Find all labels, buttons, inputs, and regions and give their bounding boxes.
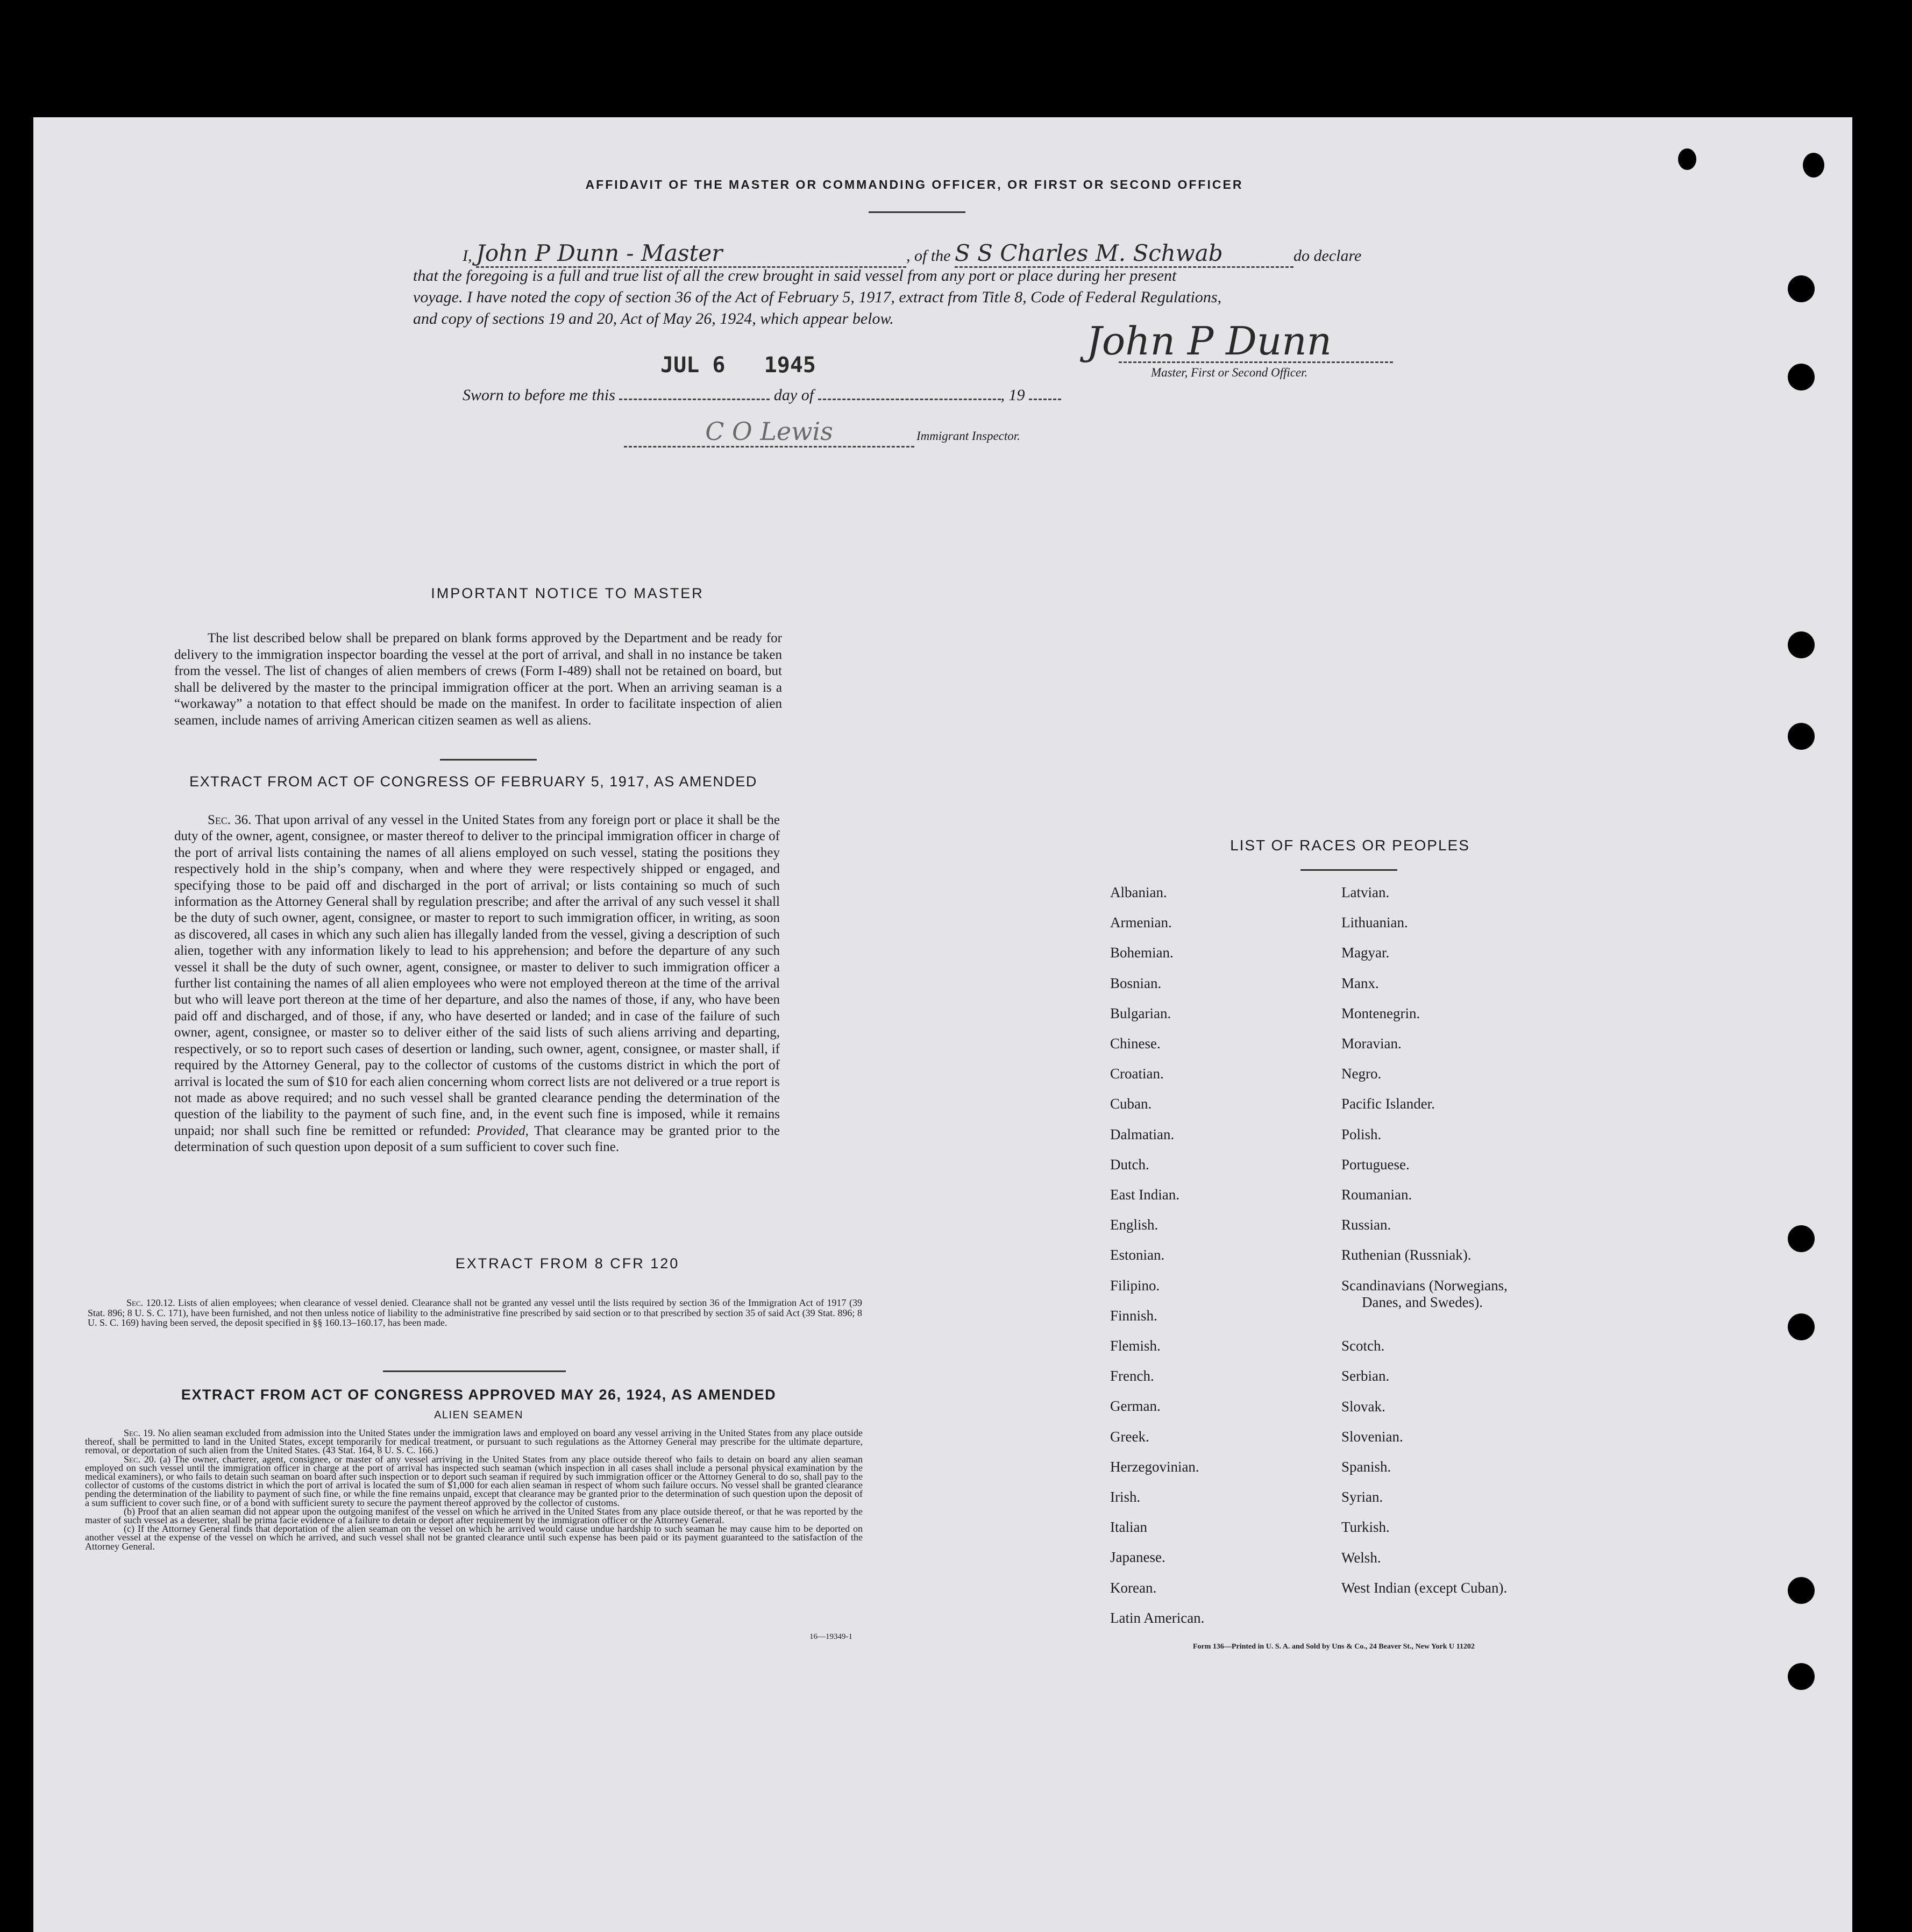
affidavit-line-1 bbox=[463, 240, 1431, 268]
race-item: Polish. bbox=[1341, 1126, 1382, 1142]
race-item: Montenegrin. bbox=[1341, 1005, 1420, 1021]
extract-cfr-body bbox=[88, 1298, 862, 1328]
corner-mark bbox=[1803, 153, 1824, 177]
punch-hole bbox=[1788, 1313, 1815, 1340]
sec-20c-paragraph: (c) If the Attorney General finds that deportation of the alien seaman on the vessel on which he arrived would cause undue hardship to such seaman he may cause him to be deported on another vessel at the expense of the vessel on which he arrived, and such vessel shall not be granted clearance until such expense has been paid or its payment guaranteed to the satisfaction of the Attorney General. bbox=[85, 1523, 863, 1552]
sec-36-label: Sec. 36. bbox=[208, 813, 252, 827]
race-item: Syrian. bbox=[1341, 1489, 1383, 1505]
inspector-signature: C O Lewis bbox=[624, 417, 914, 448]
race-item: Chinese. bbox=[1110, 1035, 1161, 1052]
sworn-year-label: , 19 bbox=[1000, 386, 1025, 404]
race-item: Slovak. bbox=[1341, 1398, 1385, 1415]
punch-hole bbox=[1788, 364, 1815, 390]
race-item: Greek. bbox=[1110, 1428, 1149, 1445]
affidavit-line-4: and copy of sections 19 and 20, Act of May 26, 1924, which appear below. bbox=[413, 310, 894, 328]
race-item: French. bbox=[1110, 1368, 1154, 1384]
notice-body: The list described below shall be prepared on blank forms approved by the Department and be ready for delivery to the immigration inspector boarding the vessel at the port of arrival, and shall in no instance be taken from the vessel. The list of changes of alien members of crews (Form I-489) shall not be retained on board, but shall be delivered by the master to the principal immigration officer at the port. When an arriving seaman is a “workaway” a notation to that effect should be made on the manifest. In order to facilitate inspection of alien seamen, include names of arriving American citizen seamen as well as aliens. bbox=[174, 631, 782, 728]
race-item: Filipino. bbox=[1110, 1277, 1160, 1294]
sec-36-text: That upon arrival of any vessel in the United States from any foreign port or place it shall be the duty of the owner, agent, consignee, or master thereof to deliver to the principal immigration officer in charge of the port of arrival lists containing the names of all aliens employed on such vessel, stating the positions they respectively hold in the ship’s company, when and where they were respectively shipped or engaged, and specifying those to be paid off and discharged in the port of arrival; or lists containing so much of such information as the Attorney General shall by regulation prescribe; and after the arrival of any such vessel it shall be the duty of such owner, agent, consignee, or master to report to such immigration officer, in writing, as soon as discovered, all cases in which any such alien has illegally landed from the vessel, giving a description of such alien, together with any information likely to lead to his apprehension; and before the departure of any such vessel it shall be the duty of such owner, agent, consignee, or master to deliver to such immigration officer a further list containing the names of all alien employees who were not employed thereon at the time of the arrival but who will leave port thereon at the time of her departure, and also the names of those, if any, who have been paid off and discharged, and of those, if any, who have deserted or landed; and in case of the failure of such owner, agent, consignee, or master so to deliver either of the said lists of such aliens arriving and departing, respectively, or so to report such cases of desertion or landing, such owner, agent, consignee, or master shall, if required by the Attorney General, pay to the collector of customs of the customs district in which the port of arrival is located the sum of $10 for each alien concerning whom correct lists are not delivered or a true report is not made as above required; and no such vessel shall be granted clearance pending the determination of the question of the liability to the payment of such fine, and, in the event such fine is imposed, while it remains unpaid; nor shall such fine be remitted or refunded: bbox=[174, 813, 780, 1138]
sworn-line bbox=[463, 386, 1061, 404]
form-footer: Form 136—Printed in U. S. A. and Sold by Uns & Co., 24 Beaver St., New York U 11202 bbox=[1193, 1643, 1475, 1651]
race-item: Bosnian. bbox=[1110, 975, 1162, 991]
affidavit-line-2: that the foregoing is a full and true list of all the crew brought in said vessel from any port or place during her present bbox=[413, 267, 1177, 285]
notice-rule bbox=[440, 759, 537, 761]
affidavit-declare: do declare bbox=[1293, 247, 1362, 265]
extract-1924-body bbox=[85, 1429, 863, 1551]
race-item: Serbian. bbox=[1341, 1368, 1390, 1384]
race-item: Cuban. bbox=[1110, 1096, 1152, 1112]
extract-1924-title: EXTRACT FROM ACT OF CONGRESS APPROVED MAY 26, 1924, AS AMENDED bbox=[181, 1387, 777, 1403]
race-item: Negro. bbox=[1341, 1066, 1382, 1082]
punch-hole bbox=[1788, 1663, 1815, 1690]
sec-20a-paragraph bbox=[85, 1455, 863, 1507]
race-item: Bohemian. bbox=[1110, 944, 1174, 961]
sec-36-provided: Provided, bbox=[476, 1123, 529, 1138]
race-item: West Indian (except Cuban). bbox=[1341, 1579, 1508, 1596]
punch-hole bbox=[1788, 723, 1815, 750]
race-item: Croatian. bbox=[1110, 1066, 1164, 1082]
master-signature: John P Dunn bbox=[1086, 318, 1332, 364]
corner-mark bbox=[1678, 148, 1696, 170]
master-signature-label: Master, First or Second Officer. bbox=[1151, 366, 1308, 379]
races-title: LIST OF RACES OR PEOPLES bbox=[1230, 837, 1470, 854]
sworn-year-field bbox=[1029, 399, 1061, 400]
punch-hole bbox=[1788, 275, 1815, 302]
race-item: Slovenian. bbox=[1341, 1428, 1403, 1445]
race-item: Lithuanian. bbox=[1341, 914, 1408, 931]
race-item: English. bbox=[1110, 1217, 1158, 1233]
race-item: Dalmatian. bbox=[1110, 1126, 1175, 1142]
master-name-field: John P Dunn - Master bbox=[476, 240, 906, 268]
race-item: Korean. bbox=[1110, 1579, 1157, 1596]
sec-19-label: Sec. 19. bbox=[124, 1427, 155, 1438]
sec-19-text: No alien seaman excluded from admission into the United States under the immigration laws and employed on board any vessel arriving in the United States from any place outside thereof, shall be permitted to land in the United States, except temporarily for medical treatment, or pursuant to such regulations as the Attorney General may prescribe for the ultimate departure, removal, or deportation of such alien from the United States. (43 Stat. 164, 8 U. S. C. 166.) bbox=[85, 1427, 863, 1456]
race-item: Scotch. bbox=[1341, 1338, 1385, 1354]
inspector-label: Immigrant Inspector. bbox=[916, 429, 1020, 443]
race-item: Portuguese. bbox=[1341, 1156, 1410, 1173]
race-item: Russian. bbox=[1341, 1217, 1391, 1233]
punch-hole bbox=[1788, 1577, 1815, 1604]
sworn-month-field bbox=[818, 399, 1001, 400]
race-item: Finnish. bbox=[1110, 1307, 1157, 1324]
race-item: Irish. bbox=[1110, 1489, 1141, 1505]
sec-20a-text: (a) The owner, charterer, agent, consignee, or master of any vessel arriving in the United States from any place outside thereof who fails to detain on board any alien seaman employed on such vessel until the immigration officer in charge at the port of arrival has inspected such seaman (which inspection in all cases shall include a personal physical examination by the medical examiners), or who fails to detain such seaman on board after such inspection or to deport such seaman if required by such immigration officer or the Attorney General to do so, shall pay to the collector of customs of the customs district in which the port of arrival is located the sum of $1,000 for each alien seaman in respect of whom such failure occurs. No vessel shall be granted clearance pending the determination of the liability to payment of such fine, or while the fine remains unpaid, except that clearance may be granted prior to the determination of such question upon the deposit of a sum sufficient to cover such fine, or of a bond with sufficient surety to secure the payment thereof approved by the collector of customs. bbox=[85, 1453, 863, 1508]
race-item: Welsh. bbox=[1341, 1549, 1381, 1566]
sworn-day-field bbox=[619, 399, 770, 400]
punch-hole bbox=[1788, 631, 1815, 658]
date-stamp: JUL 6 1945 bbox=[660, 353, 816, 378]
sec-36-text-end: That clearance may be granted prior to the determination of such question upon deposit of a sum sufficient to cover such fine. bbox=[174, 1123, 780, 1155]
race-item: Pacific Islander. bbox=[1341, 1096, 1435, 1112]
race-item: Albanian. bbox=[1110, 884, 1167, 900]
race-item: Japanese. bbox=[1110, 1549, 1165, 1566]
race-item: Moravian. bbox=[1341, 1035, 1402, 1052]
sec-120-label: Sec. 120.12. bbox=[126, 1297, 175, 1308]
cfr-rule bbox=[383, 1370, 566, 1372]
race-item: German. bbox=[1110, 1398, 1161, 1415]
race-item: Flemish. bbox=[1110, 1338, 1161, 1354]
affidavit-line-3: voyage. I have noted the copy of section 36 of the Act of February 5, 1917, extract from Title 8, Code of Federal Regulations, bbox=[413, 288, 1222, 306]
inspector-line bbox=[624, 417, 1020, 448]
punch-hole bbox=[1788, 1225, 1815, 1252]
affidavit-title: AFFIDAVIT OF THE MASTER OR COMMANDING OFFICER, OR FIRST OR SECOND OFFICER bbox=[585, 177, 1243, 191]
sec-120-text: Lists of alien employees; when clearance of vessel denied. Clearance shall not be granted any vessel until the lists required by section 36 of the Immigration Act of 1917 (39 Stat. 896; 8 U. S. C. 171), have been furnished, and not then unless notice of liability to the administrative fine prescribed by said section or to that prescribed by section 35 of said Act (39 Stat. 896; 8 U. S. C. 169) having been served, the deposit specified in §§ 160.13–160.17, has been made. bbox=[88, 1297, 863, 1328]
vessel-name-field: S S Charles M. Schwab bbox=[955, 240, 1293, 268]
race-item: East Indian. bbox=[1110, 1187, 1179, 1203]
race-item: Latin American. bbox=[1110, 1609, 1205, 1626]
sec-20b-paragraph: (b) Proof that an alien seaman did not appear upon the outgoing manifest of the vessel on which he arrived in the United States from any place outside thereof, or that he was reported by the master of such vessel as a deserter, shall be prima facie evidence of a failure to detain or deport after requirement by the immigration officer or the Attorney General. bbox=[85, 1505, 863, 1526]
affidavit-title-rule bbox=[869, 211, 965, 213]
extract-1917-title: EXTRACT FROM ACT OF CONGRESS OF FEBRUARY 5, 1917, AS AMENDED bbox=[189, 773, 757, 790]
race-item: Roumanian. bbox=[1341, 1187, 1412, 1203]
sec-20-label: Sec. 20. bbox=[124, 1453, 157, 1465]
race-item: Dutch. bbox=[1110, 1156, 1149, 1173]
race-item: Scandinavians (Norwegians, bbox=[1341, 1277, 1508, 1294]
race-item: Manx. bbox=[1341, 975, 1379, 991]
race-item: Bulgarian. bbox=[1110, 1005, 1171, 1021]
race-item: Italian bbox=[1110, 1519, 1147, 1536]
affidavit-of-the: , of the bbox=[906, 247, 951, 265]
extract-1924-subtitle: ALIEN SEAMEN bbox=[434, 1409, 523, 1421]
race-item: Turkish. bbox=[1341, 1519, 1390, 1536]
race-item: Latvian. bbox=[1341, 884, 1390, 900]
affidavit-prefix: I, bbox=[463, 247, 472, 265]
print-code: 16—19349-1 bbox=[809, 1632, 852, 1641]
race-item: Magyar. bbox=[1341, 944, 1390, 961]
sworn-day-label: day of bbox=[773, 386, 814, 404]
master-signature-line bbox=[1119, 345, 1393, 363]
races-rule bbox=[1300, 869, 1397, 871]
sec-19-paragraph bbox=[85, 1429, 863, 1455]
sworn-prefix: Sworn to before me this bbox=[463, 386, 615, 404]
notice-title: IMPORTANT NOTICE TO MASTER bbox=[431, 585, 704, 601]
race-item: Spanish. bbox=[1341, 1458, 1391, 1475]
race-item: Estonian. bbox=[1110, 1247, 1165, 1263]
race-item: Armenian. bbox=[1110, 914, 1172, 931]
race-item: Danes, and Swedes). bbox=[1362, 1294, 1483, 1310]
extract-cfr-title: EXTRACT FROM 8 CFR 120 bbox=[455, 1255, 680, 1272]
race-item: Ruthenian (Russniak). bbox=[1341, 1247, 1472, 1263]
race-item: Herzegovinian. bbox=[1110, 1458, 1199, 1475]
extract-1917-body bbox=[174, 812, 780, 1156]
